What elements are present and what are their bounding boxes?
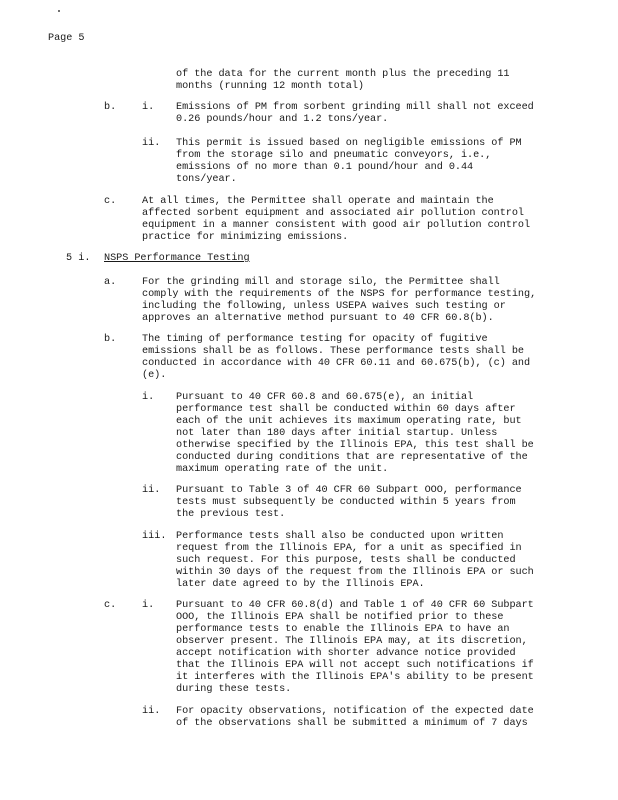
- item-letter: c.: [104, 600, 117, 611]
- scan-speck: [58, 10, 60, 12]
- text-line: it interferes with the Illinois EPA's ability to be present: [176, 672, 534, 683]
- text-line: 0.26 pounds/hour and 1.2 tons/year.: [176, 114, 389, 125]
- subitem-number: iii.: [142, 531, 167, 542]
- text-line: Pursuant to 40 CFR 60.8 and 60.675(e), an initial: [176, 392, 474, 403]
- text-line: performance test shall be conducted within 60 days after: [176, 404, 516, 415]
- text-line: Performance tests shall also be conducted upon written: [176, 531, 504, 542]
- item-letter: b.: [104, 102, 117, 113]
- section-number: 5 i.: [66, 253, 91, 264]
- subitem-number: i.: [142, 600, 155, 611]
- text-line: Emissions of PM from sorbent grinding mill shall not exceed: [176, 102, 534, 113]
- text-line: each of the unit achieves its maximum operating rate, but: [176, 416, 522, 427]
- text-line: affected sorbent equipment and associated air pollution control: [142, 208, 525, 219]
- page-label: Page 5: [48, 33, 85, 44]
- item-letter: a.: [104, 277, 117, 288]
- text-line: such request. For this purpose, tests shall be conducted: [176, 555, 516, 566]
- text-line: This permit is issued based on negligible emissions of PM: [176, 138, 522, 149]
- text-line: The timing of performance testing for opacity of fugitive: [142, 334, 488, 345]
- text-line: tons/year.: [176, 174, 237, 185]
- text-line: not later than 180 days after initial startup. Unless: [176, 428, 498, 439]
- subitem-number: i.: [142, 102, 155, 113]
- item-letter: c.: [104, 196, 117, 207]
- text-line: (e).: [142, 370, 167, 381]
- subitem-number: i.: [142, 392, 155, 403]
- section-title: NSPS Performance Testing: [104, 253, 250, 264]
- text-line: observer present. The Illinois EPA may, at its discretion,: [176, 636, 528, 647]
- text-line: later date agreed to by the Illinois EPA.: [176, 579, 425, 590]
- text-line: comply with the requirements of the NSPS for performance testing,: [142, 289, 537, 300]
- text-line: during these tests.: [176, 684, 292, 695]
- text-line: from the storage silo and pneumatic conveyors, i.e.,: [176, 150, 492, 161]
- subitem-number: ii.: [142, 485, 161, 496]
- text-line: performance tests to enable the Illinois EPA to have an: [176, 624, 510, 635]
- text-line: For opacity observations, notification of the expected date: [176, 706, 534, 717]
- text-line: practice for minimizing emissions.: [142, 232, 349, 243]
- text-line: otherwise specified by the Illinois EPA, this test shall be: [176, 440, 534, 451]
- text-line: Pursuant to 40 CFR 60.8(d) and Table 1 of 40 CFR 60 Subpart: [176, 600, 534, 611]
- text-line: At all times, the Permittee shall operate and maintain the: [142, 196, 494, 207]
- text-line: approves an alternative method pursuant to 40 CFR 60.8(b).: [142, 313, 494, 324]
- subitem-number: ii.: [142, 706, 161, 717]
- text-line: of the data for the current month plus the preceding 11: [176, 69, 510, 80]
- text-line: the previous test.: [176, 509, 286, 520]
- text-line: request from the Illinois EPA, for a unit as specified in: [176, 543, 522, 554]
- text-line: Pursuant to Table 3 of 40 CFR 60 Subpart OOO, performance: [176, 485, 522, 496]
- text-line: equipment in a manner consistent with good air pollution control: [142, 220, 531, 231]
- text-line: conducted in accordance with 40 CFR 60.11 and 60.675(b), (c) and: [142, 358, 531, 369]
- text-line: accept notification with shorter advance notice provided: [176, 648, 516, 659]
- text-line: emissions shall be as follows. These performance tests shall be: [142, 346, 525, 357]
- text-line: of the observations shall be submitted a minimum of 7 days: [176, 718, 528, 729]
- text-line: including the following, unless USEPA waives such testing or: [142, 301, 506, 312]
- text-line: maximum operating rate of the unit.: [176, 464, 389, 475]
- text-line: conducted during conditions that are representative of the: [176, 452, 528, 463]
- text-line: OOO, the Illinois EPA shall be notified prior to these: [176, 612, 504, 623]
- subitem-number: ii.: [142, 138, 161, 149]
- text-line: months (running 12 month total): [176, 81, 364, 92]
- text-line: within 30 days of the request from the Illinois EPA or such: [176, 567, 534, 578]
- text-line: emissions of no more than 0.1 pound/hour and 0.44: [176, 162, 474, 173]
- item-letter: b.: [104, 334, 117, 345]
- text-line: that the Illinois EPA will not accept such notifications if: [176, 660, 534, 671]
- text-line: For the grinding mill and storage silo, the Permittee shall: [142, 277, 500, 288]
- text-line: tests must subsequently be conducted within 5 years from: [176, 497, 516, 508]
